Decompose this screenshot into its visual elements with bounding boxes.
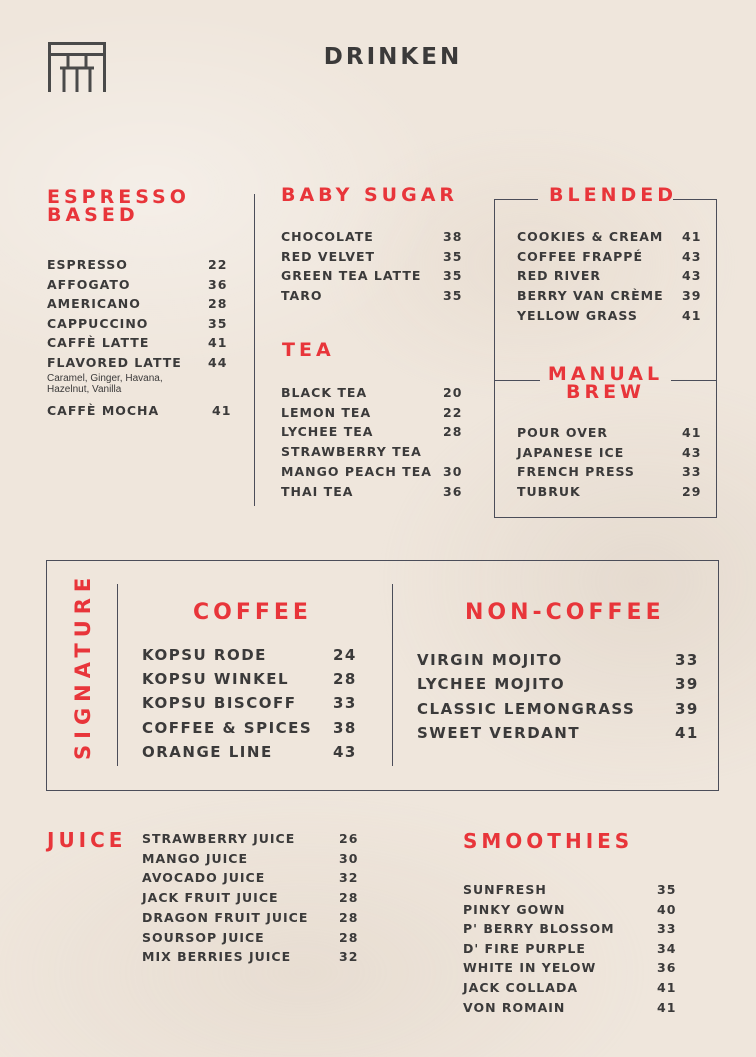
item-price: 32 — [339, 870, 359, 886]
item-price: 38 — [443, 229, 463, 244]
item-price: 43 — [682, 248, 702, 264]
signature-divider — [117, 584, 118, 766]
item-price: 35 — [443, 268, 463, 284]
item-name: JACK FRUIT JUICE — [142, 890, 279, 906]
item-name: LEMON TEA — [281, 404, 372, 420]
item-price: 41 — [675, 723, 699, 742]
item-name: FRENCH PRESS — [517, 464, 635, 480]
item-price: 22 — [443, 404, 463, 420]
item-price: 28 — [339, 929, 359, 945]
item-name: YELLOW GRASS — [517, 307, 638, 323]
manual-brew-heading: MANUAL BREW — [547, 363, 664, 403]
item-name: KOPSU BISCOFF — [142, 694, 297, 713]
item-price: 20 — [443, 385, 463, 400]
page-title: DRINKEN — [323, 44, 463, 70]
manual-brew-separator — [494, 380, 540, 381]
item-name: JAPANESE ICE — [517, 444, 625, 460]
item-price: 30 — [339, 850, 359, 866]
item-price: 44 — [208, 355, 228, 370]
item-name: CLASSIC LEMONGRASS — [417, 699, 636, 718]
item-name: CAPPUCCINO — [47, 315, 149, 331]
item-price: 41 — [657, 999, 677, 1015]
item-name: TUBRUK — [517, 484, 581, 500]
item-price: 28 — [443, 424, 463, 440]
item-price: 43 — [333, 742, 357, 761]
item-name: SOURSOP JUICE — [142, 929, 265, 945]
item-price: 35 — [657, 882, 677, 897]
manual-brew-separator — [671, 380, 717, 381]
item-price: 32 — [339, 949, 359, 965]
blended-heading: BLENDED — [549, 184, 677, 206]
item-price: 30 — [443, 463, 463, 479]
item-name: POUR OVER — [517, 425, 609, 440]
item-price: 43 — [682, 444, 702, 460]
item-price: 26 — [339, 831, 359, 846]
item-price: 28 — [208, 296, 228, 312]
item-price: 41 — [208, 335, 228, 351]
item-price: 28 — [339, 909, 359, 925]
item-price: 35 — [443, 288, 463, 304]
item-name: LYCHEE TEA — [281, 424, 374, 440]
signature-label: SIGNATURE — [71, 571, 95, 760]
item-name: COFFEE FRAPPÉ — [517, 248, 644, 264]
item-price: 39 — [682, 288, 702, 304]
item-price: 33 — [682, 464, 702, 480]
item-name: BERRY VAN CRÈME — [517, 288, 664, 304]
item-name: FLAVORED LATTE — [47, 355, 182, 370]
item-price: 36 — [443, 483, 463, 499]
item-name: MANGO JUICE — [142, 850, 248, 866]
item-name: DRAGON FRUIT JUICE — [142, 909, 309, 925]
item-name: COOKIES & CREAM — [517, 229, 664, 244]
coffee-heading: COFFEE — [193, 600, 312, 625]
item-name: CAFFÈ LATTE — [47, 335, 150, 351]
blended-box-line — [673, 199, 716, 200]
item-name: JACK COLLADA — [463, 980, 578, 995]
item-price: 22 — [208, 257, 228, 272]
item-name: BLACK TEA — [281, 385, 368, 400]
signature-divider — [392, 584, 393, 766]
item-price: 33 — [675, 651, 699, 669]
item-name: VIRGIN MOJITO — [417, 651, 563, 669]
item-price: 39 — [675, 675, 699, 694]
item-name: KOPSU WINKEL — [142, 670, 290, 689]
item-name: P' BERRY BLOSSOM — [463, 921, 615, 937]
blended-box-line — [494, 199, 538, 200]
item-name: LYCHEE MOJITO — [417, 675, 566, 694]
item-name: MIX BERRIES JUICE — [142, 949, 292, 965]
juice-heading: JUICE — [47, 828, 127, 852]
item-price: 41 — [682, 229, 702, 244]
item-price: 36 — [657, 960, 677, 976]
item-name: PINKY GOWN — [463, 901, 566, 917]
item-name: GREEN TEA LATTE — [281, 268, 422, 284]
item-name: SUNFRESH — [463, 882, 547, 897]
smoothies-heading: SMOOTHIES — [463, 829, 634, 853]
item-price: 41 — [657, 980, 677, 995]
item-price: 38 — [333, 718, 357, 737]
item-name: RED VELVET — [281, 248, 376, 264]
item-name: D' FIRE PURPLE — [463, 940, 586, 956]
item-price: 24 — [333, 646, 357, 664]
item-name: RED RIVER — [517, 268, 602, 284]
item-price: 35 — [443, 248, 463, 264]
column-divider — [254, 194, 255, 506]
item-name: VON ROMAIN — [463, 999, 566, 1015]
item-name: SWEET VERDANT — [417, 723, 581, 742]
item-name: KOPSU RODE — [142, 646, 267, 664]
item-price: 34 — [657, 940, 677, 956]
item-price: 35 — [208, 315, 228, 331]
tea-heading: TEA — [282, 339, 335, 361]
item-name: CHOCOLATE — [281, 229, 374, 244]
flavored-latte-note: Caramel, Ginger, Havana, Hazelnut, Vanilla — [47, 373, 163, 395]
item-name: AVOCADO JUICE — [142, 870, 266, 886]
item-name: AFFOGATO — [47, 276, 131, 292]
item-name: WHITE IN YELOW — [463, 960, 597, 976]
item-price: 41 — [682, 307, 702, 323]
item-price: 40 — [657, 901, 677, 917]
item-price: 28 — [333, 670, 357, 689]
item-name: AMERICANO — [47, 296, 141, 312]
blended-box-line — [716, 199, 717, 517]
item-name: TARO — [281, 288, 323, 304]
espresso-heading: ESPRESSO BASED — [47, 186, 190, 226]
item-name: COFFEE & SPICES — [142, 718, 313, 737]
item-price: 43 — [682, 268, 702, 284]
non-coffee-heading: NON-COFFEE — [465, 600, 665, 625]
blended-box-line — [494, 199, 495, 517]
item-price: 33 — [333, 694, 357, 713]
item-price: 29 — [682, 484, 702, 500]
item-price: 39 — [675, 699, 699, 718]
item-name: STRAWBERRY TEA — [281, 444, 422, 460]
item-price: 28 — [339, 890, 359, 906]
item-name: ORANGE LINE — [142, 742, 273, 761]
item-price: 33 — [657, 921, 677, 937]
item-price: 36 — [208, 276, 228, 292]
baby-sugar-heading: BABY SUGAR — [281, 184, 459, 206]
item-name: MANGO PEACH TEA — [281, 463, 432, 479]
item-name: THAI TEA — [281, 483, 354, 499]
item-price: 41 — [682, 425, 702, 440]
blended-box-line — [494, 517, 717, 518]
item-name: ESPRESSO — [47, 257, 128, 272]
item-name: STRAWBERRY JUICE — [142, 831, 296, 846]
